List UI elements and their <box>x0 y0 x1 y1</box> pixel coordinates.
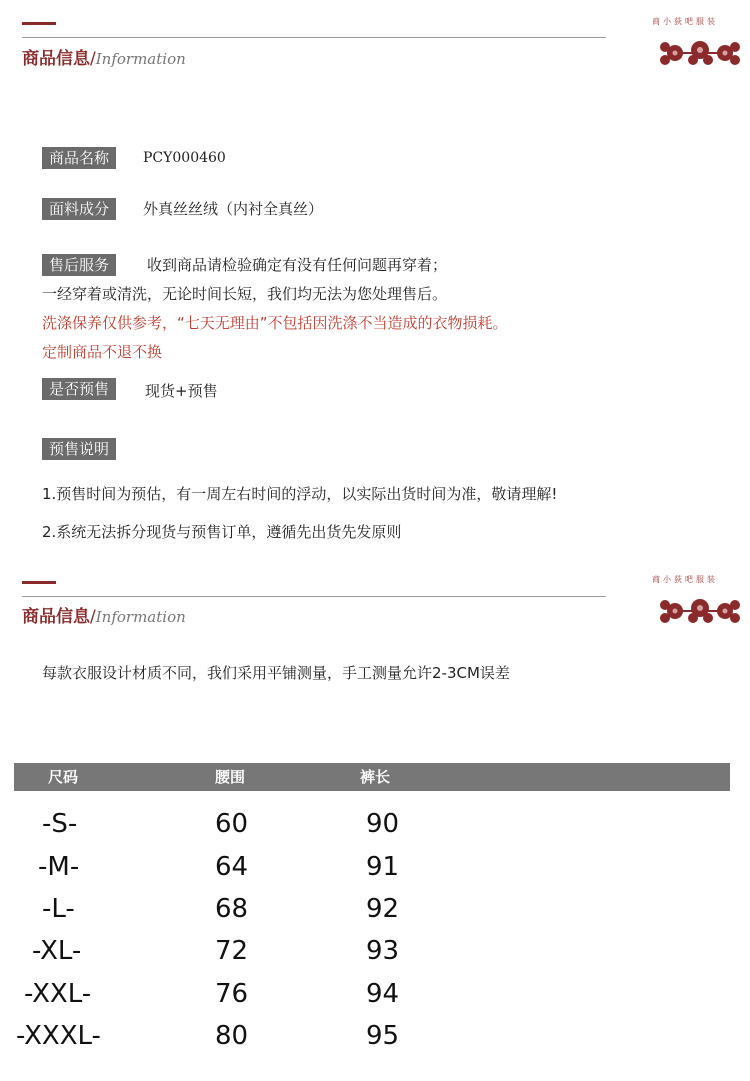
aftersale-line3: 洗涤保养仅供参考，“七天无理由”不包括因洗涤不当造成的衣物损耗。 <box>42 314 508 332</box>
size-row-3-size: -XL- <box>32 936 82 966</box>
material-label: 面料成分 <box>42 198 116 220</box>
section1-title-en: Information <box>95 50 186 68</box>
size-header-waist: 腰围 <box>215 768 246 786</box>
presale-note-2: 2.系统无法拆分现货与预售订单，遵循先出货先发原则 <box>42 523 402 541</box>
section2-seal-text: 商小荻吧服装 <box>652 575 718 584</box>
size-row-2-length: 92 <box>366 894 400 924</box>
size-row-4-waist: 76 <box>215 979 249 1009</box>
size-row-1-size: -M- <box>38 852 80 882</box>
size-row-5-waist: 80 <box>215 1021 249 1051</box>
section1-accent-bar <box>22 22 56 25</box>
presale-note-1: 1.预售时间为预估，有一周左右时间的浮动，以实际出货时间为准，敬请理解! <box>42 485 558 503</box>
product-name-label: 商品名称 <box>42 147 116 169</box>
size-header-length: 裤长 <box>360 768 391 786</box>
section1-title-slash: / <box>90 49 96 69</box>
size-row-0-size: -S- <box>42 809 78 839</box>
section1-divider <box>22 37 606 38</box>
presale-note-label: 预售说明 <box>42 438 116 460</box>
size-row-4-length: 94 <box>366 979 400 1009</box>
size-row-0-waist: 60 <box>215 809 249 839</box>
size-row-1-length: 91 <box>366 852 400 882</box>
section2-flower-ornament-icon <box>655 594 745 628</box>
aftersale-label: 售后服务 <box>42 254 116 276</box>
presale-value: 现货+预售 <box>145 382 218 400</box>
aftersale-line4: 定制商品不退不换 <box>42 343 163 361</box>
aftersale-line2: 一经穿着或清洗，无论时间长短，我们均无法为您处理售后。 <box>42 285 448 303</box>
section2-title-slash: / <box>90 607 96 627</box>
section1-flower-ornament-icon <box>655 36 745 70</box>
product-name-value: PCY000460 <box>143 150 226 166</box>
size-row-5-length: 95 <box>366 1021 400 1051</box>
size-row-5-size: -XXXL- <box>16 1021 101 1051</box>
section2-title <box>22 602 186 627</box>
size-header-size: 尺码 <box>48 768 79 786</box>
section1-seal-text: 商小荻吧服装 <box>652 17 718 26</box>
section2-title-en: Information <box>95 608 186 626</box>
size-row-4-size: -XXL- <box>24 979 92 1009</box>
section1-title <box>22 44 186 69</box>
size-row-1-waist: 64 <box>215 852 249 882</box>
section2-divider <box>22 596 606 597</box>
size-row-3-length: 93 <box>366 936 400 966</box>
size-row-2-waist: 68 <box>215 894 249 924</box>
section2-accent-bar <box>22 581 56 584</box>
size-row-0-length: 90 <box>366 809 400 839</box>
size-row-2-size: -L- <box>42 894 75 924</box>
aftersale-line1: 收到商品请检验确定有没有任何问题再穿着； <box>147 256 448 274</box>
section1-title-cn: 商品信息 <box>22 49 90 69</box>
presale-label: 是否预售 <box>42 378 116 400</box>
material-value: 外真丝丝绒（内衬全真丝） <box>143 200 324 218</box>
size-row-3-waist: 72 <box>215 936 249 966</box>
measurement-note: 每款衣服设计材质不同，我们采用平铺测量，手工测量允许2-3CM误差 <box>42 664 510 682</box>
section2-title-cn: 商品信息 <box>22 607 90 627</box>
